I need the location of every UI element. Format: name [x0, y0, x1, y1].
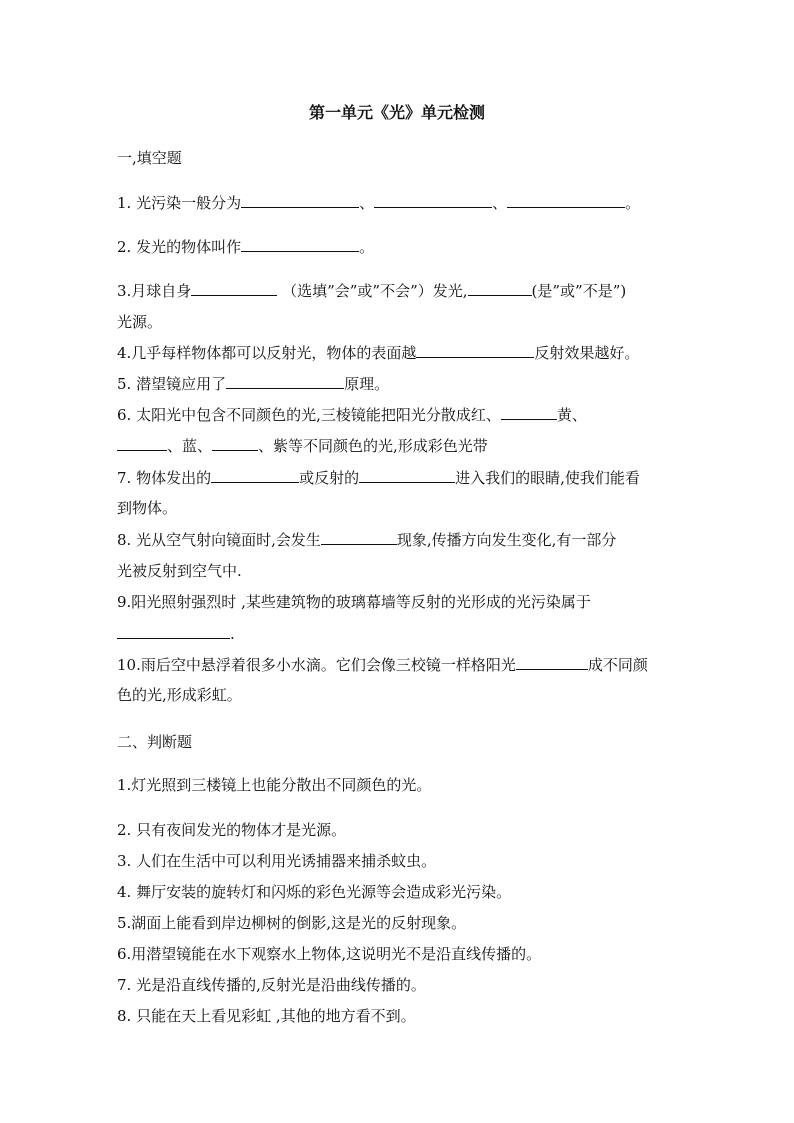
answer-blank [516, 654, 588, 670]
page-title: 第一单元《光》单元检测 [308, 103, 485, 122]
question-8-continued: 光被反射到空气中. [117, 562, 242, 580]
question-text: 5. 潜望镜应用了 [117, 375, 227, 393]
answer-blank [359, 467, 455, 483]
question-8 [117, 529, 616, 550]
question-3-continued: 光源。 [117, 313, 163, 331]
answer-blank [212, 435, 258, 451]
question-7-continued: 到物体。 [117, 499, 178, 517]
judgment-item-5: 5.湖面上能看到岸边柳树的倒影,这是光的反射现象。 [117, 914, 467, 932]
question-text: 现象,传播方向发生变化,有一部分 [396, 531, 617, 549]
section-heading-true-false: 二、判断题 [117, 733, 193, 751]
separator: 、 [359, 194, 375, 212]
question-text: 原理。 [344, 375, 390, 393]
question-7 [117, 467, 640, 488]
answer-blank [191, 280, 277, 296]
question-text: 。 [359, 238, 375, 256]
question-6 [117, 404, 587, 425]
question-text: 或反射的 [299, 469, 360, 487]
judgment-item-4: 4. 舞厅安装的旋转灯和闪烁的彩色光源等会造成彩光污染。 [117, 883, 512, 901]
question-text: 4.几乎每样物体都可以反射光，物体的表面越 [117, 344, 417, 362]
section-heading-fill-in: 一,填空题 [117, 149, 182, 167]
answer-blank [416, 342, 534, 358]
question-text: 反射效果越好。 [534, 344, 640, 362]
judgment-item-2: 2. 只有夜间发光的物体才是光源。 [117, 821, 347, 839]
question-text: 、蓝、 [167, 437, 213, 455]
answer-blank [211, 467, 299, 483]
separator: 、 [492, 194, 508, 212]
answer-blank [321, 529, 397, 545]
question-text: 8. 光从空气射向镜面时,会发生 [117, 531, 321, 549]
question-10-continued: 色的光,形成彩虹。 [117, 686, 242, 704]
question-text: 成不同颜 [587, 656, 648, 674]
answer-blank [117, 623, 230, 639]
question-text: (是”或”不是”) [531, 282, 627, 300]
judgment-item-6: 6.用潜望镜能在水下观察水上物体,这说明光不是沿直线传播的。 [117, 945, 542, 963]
question-10 [117, 654, 648, 675]
answer-blank [374, 192, 492, 208]
question-5 [117, 373, 389, 394]
question-6-continued [117, 435, 488, 456]
answer-blank [507, 192, 625, 208]
answer-blank [241, 236, 359, 252]
answer-blank [117, 435, 167, 451]
question-text: . [230, 625, 235, 643]
answer-blank [226, 373, 344, 389]
question-text: 1. 光污染一般分为 [117, 194, 242, 212]
question-text: 、紫等不同颜色的光,形成彩色光带 [258, 437, 488, 455]
question-3 [117, 280, 626, 301]
answer-blank [241, 192, 359, 208]
question-9-continued [117, 623, 235, 644]
answer-blank [501, 404, 557, 420]
question-text: （选填”会”或”不会”）发光, [277, 282, 468, 300]
question-2 [117, 236, 374, 257]
question-text: 黄、 [556, 406, 587, 424]
question-text: 3.月球自身 [117, 282, 192, 300]
question-text: 10.雨后空中悬浮着很多小水滴。它们会像三校镜一样格阳光 [117, 656, 516, 674]
question-text: 2. 发光的物体叫作 [117, 238, 242, 256]
question-text: 。 [625, 194, 641, 212]
judgment-item-8: 8. 只能在天上看见彩虹 ,其他的地方看不到。 [117, 1007, 416, 1025]
judgment-item-7: 7. 光是沿直线传播的,反射光是沿曲线传播的。 [117, 976, 426, 994]
answer-blank [468, 280, 532, 296]
judgment-item-1: 1.灯光照到三楼镜上也能分散出不同颜色的光。 [117, 776, 432, 794]
question-text: 进入我们的眼睛,使我们能看 [455, 469, 640, 487]
question-text: 6. 太阳光中包含不同颜色的光,三棱镜能把阳光分散成红、 [117, 406, 501, 424]
question-1 [117, 192, 640, 213]
question-9: 9.阳光照射强烈时 ,某些建筑物的玻璃幕墙等反射的光形成的光污染属于 [117, 593, 591, 611]
question-text: 7. 物体发出的 [117, 469, 212, 487]
question-4 [117, 342, 639, 363]
judgment-item-3: 3. 人们在生活中可以利用光诱捕器来捕杀蚊虫。 [117, 852, 437, 870]
